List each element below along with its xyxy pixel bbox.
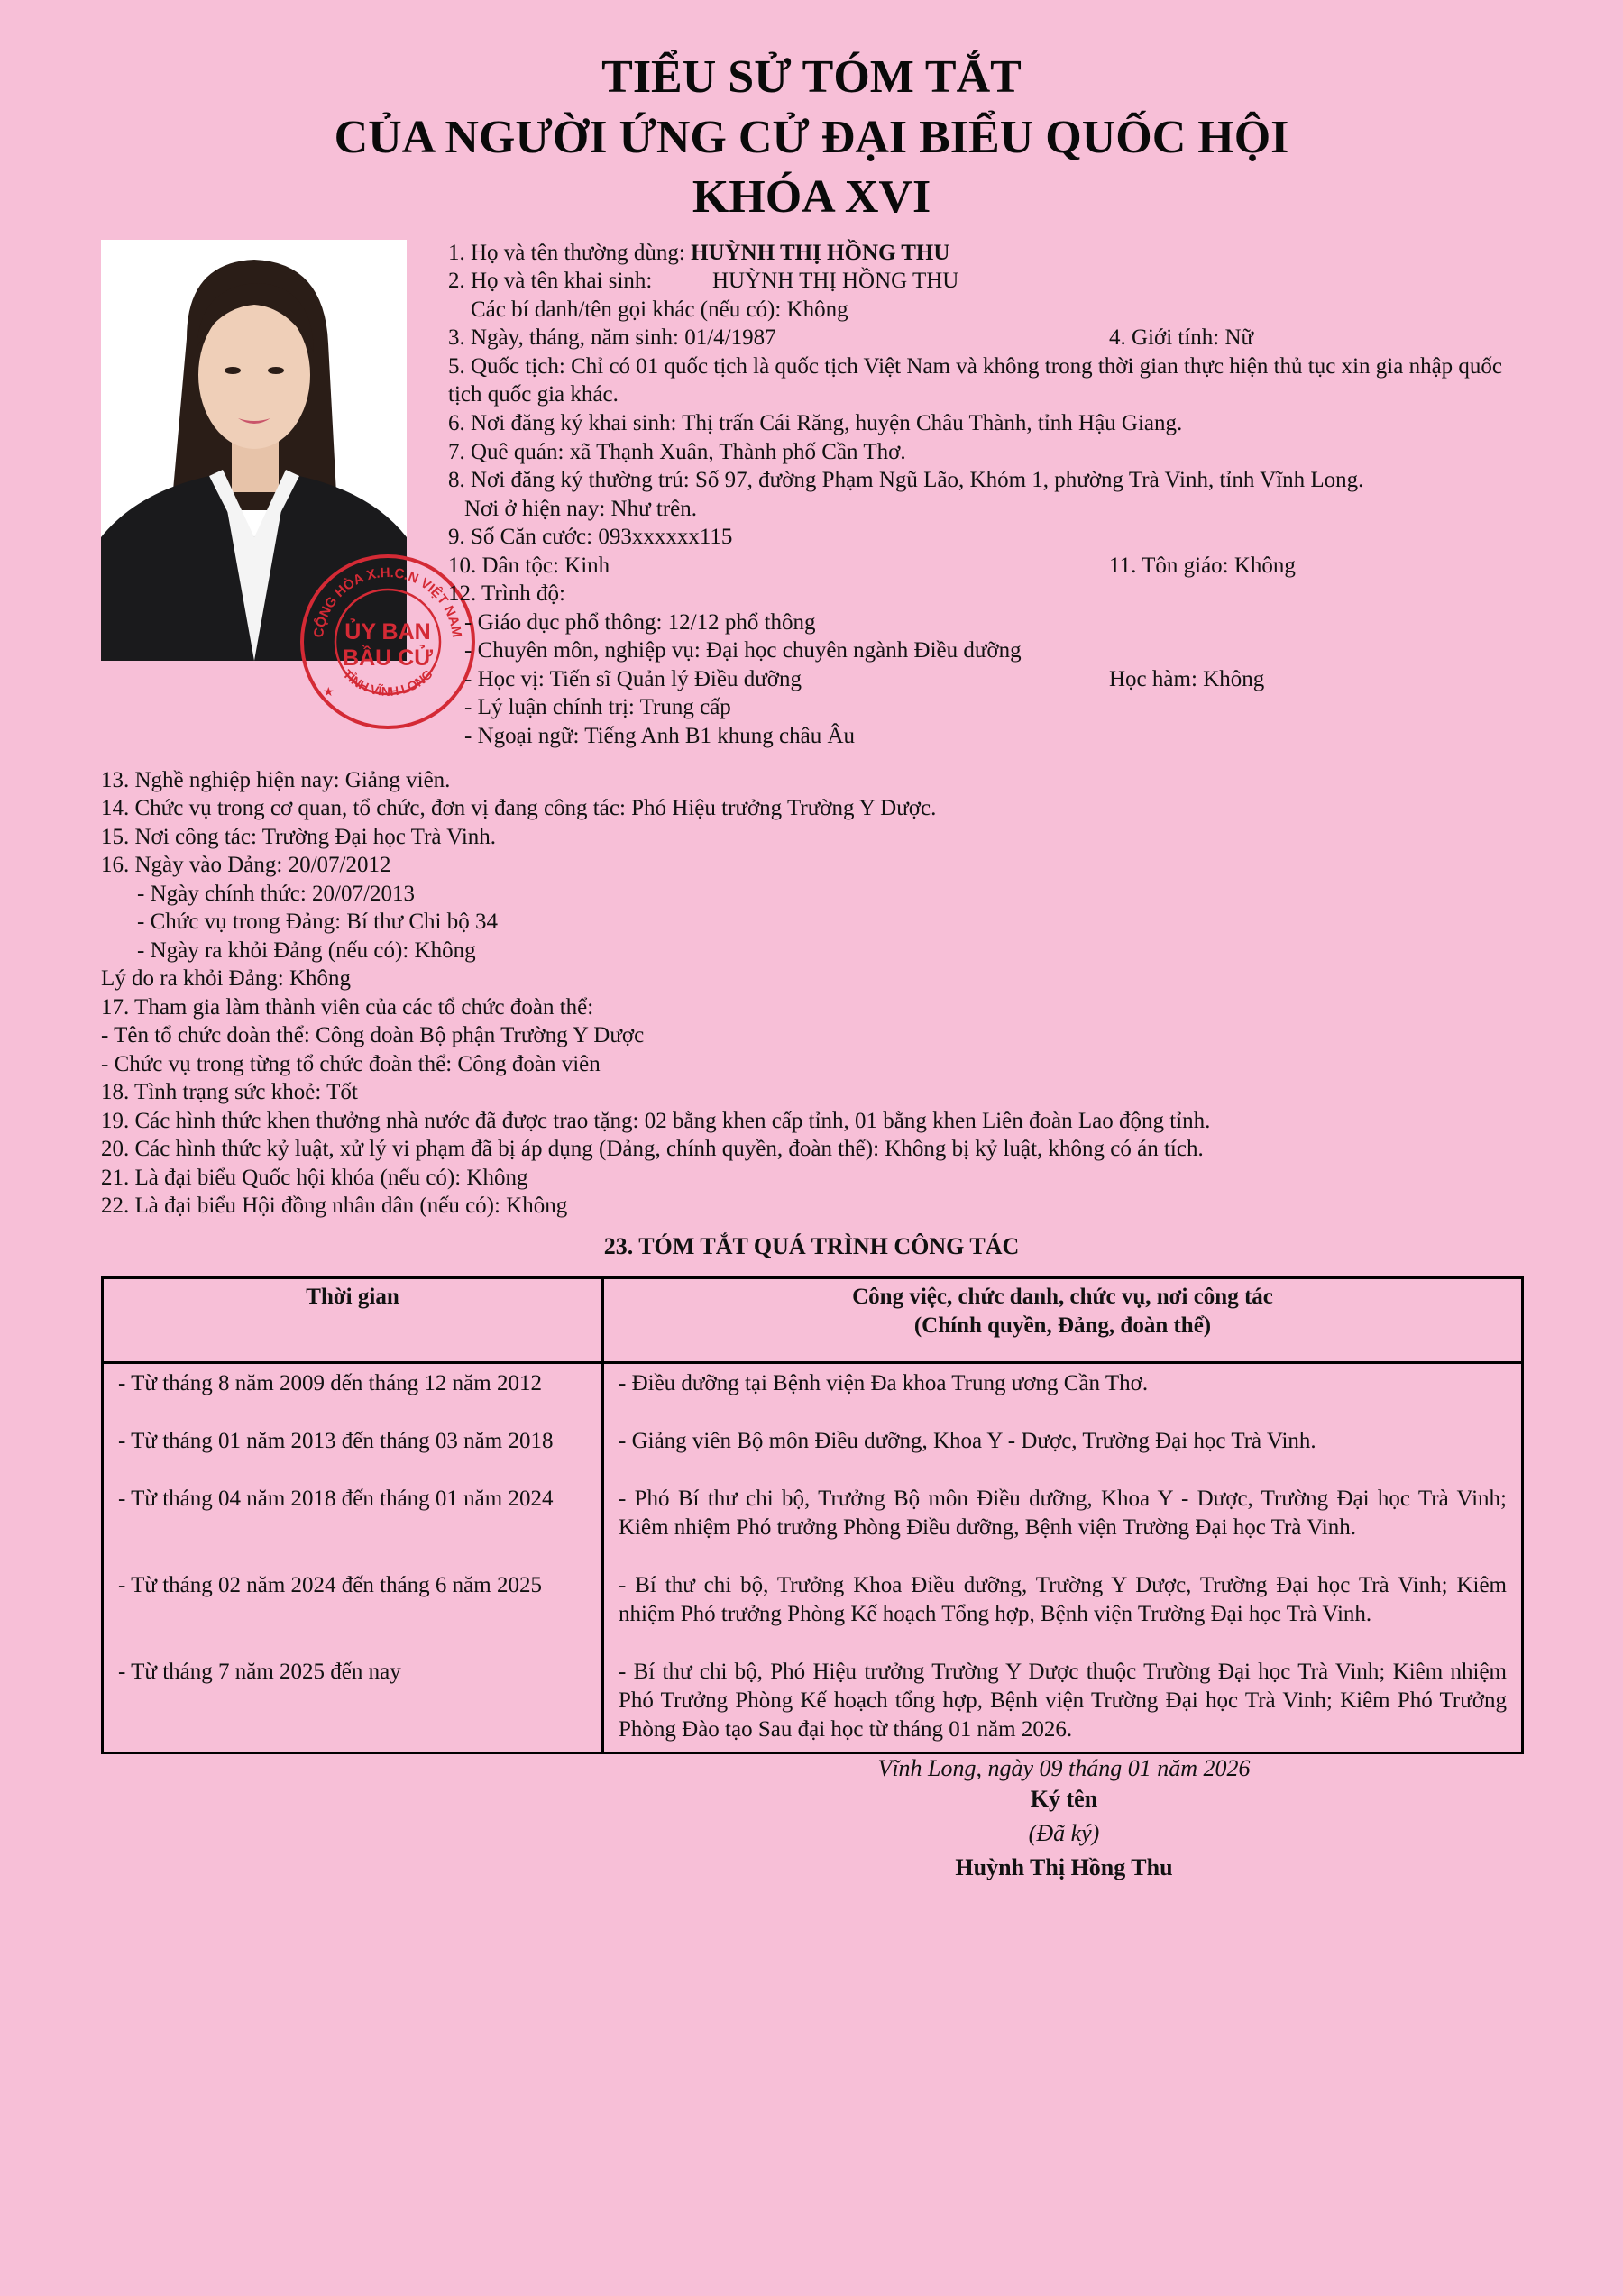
work-desc-3: - Phó Bí thư chi bộ, Trưởng Bộ môn Điều dưỡng, Khoa Y - Dược, Trường Đại học Trà Vinh; Kiêm nhiệm Phó trưởng Phòng Điều dưỡng, Bệnh viện Trường Đại học Trà Vinh. <box>619 1486 1507 1540</box>
title-line-1: TIỂU SỬ TÓM TẮT <box>601 51 1022 103</box>
field-common-name: 1. Họ và tên thường dùng: HUỲNH THỊ HỒNG THU <box>448 241 950 265</box>
svg-text:TỈNH VĨNH LONG <box>340 666 435 699</box>
stamp-ring-text: CỘNG HÒA X.H.C.N VIỆT NAM <box>311 564 465 639</box>
field-health: 18. Tình trạng sức khoẻ: Tốt <box>101 1080 358 1104</box>
work-history-heading: 23. TÓM TẮT QUÁ TRÌNH CÔNG TÁC <box>603 1233 1020 1259</box>
work-time-5: - Từ tháng 7 năm 2025 đến nay <box>118 1660 401 1684</box>
work-desc-5: - Bí thư chi bộ, Phó Hiệu trưởng Trường Y Dược thuộc Trường Đại học Trà Vinh; Kiêm nhiệm Phó Trưởng Phòng Kế hoạch tổng hợp, Bệnh viện Trường Đại học Trà Vinh; Kiêm Phó Trưởng Phòng Đào tạo Sau đại học từ tháng 01 năm 2026. <box>619 1660 1507 1742</box>
stamp-center-line-2: BẦU CỬ <box>343 645 433 671</box>
field-occupation: 13. Nghề nghiệp hiện nay: Giảng viên. <box>101 768 451 792</box>
field-position: 14. Chức vụ trong cơ quan, tổ chức, đơn vị đang công tác: Phó Hiệu trưởng Trường Y Dược. <box>101 796 937 820</box>
field-organization-role: - Chức vụ trong từng tổ chức đoàn thể: Công đoàn viên <box>101 1052 601 1076</box>
field-organization-name: - Tên tổ chức đoàn thể: Công đoàn Bộ phận Trường Y Dược <box>101 1023 645 1047</box>
field-awards: 19. Các hình thức khen thưởng nhà nước đã được trao tặng: 02 bằng khen cấp tỉnh, 01 bằng khen Liên đoàn Lao động tỉnh. <box>101 1109 1211 1133</box>
field-birth-name-value: HUỲNH THỊ HỒNG THU <box>712 269 959 293</box>
table-row <box>103 1363 1523 1753</box>
field-party-official-date: - Ngày chính thức: 20/07/2013 <box>137 882 415 906</box>
table-header-row <box>103 1278 1523 1363</box>
field-current-address: Nơi ở hiện nay: Như trên. <box>464 497 697 521</box>
field-party-join-date: 16. Ngày vào Đảng: 20/07/2012 <box>101 853 391 877</box>
field-peoples-council: 22. Là đại biểu Hội đồng nhân dân (nếu có): Không <box>101 1194 568 1218</box>
col-description-header-line1: Công việc, chức danh, chức vụ, nơi công tác <box>852 1285 1273 1309</box>
work-desc-2: - Giảng viên Bộ môn Điều dưỡng, Khoa Y - Dược, Trường Đại học Trà Vinh. <box>619 1429 1316 1453</box>
field-national-assembly: 21. Là đại biểu Quốc hội khóa (nếu có): Không <box>101 1166 528 1190</box>
work-desc-1: - Điều dưỡng tại Bệnh viện Đa khoa Trung ương Cần Thơ. <box>619 1371 1149 1395</box>
field-degree: - Học vị: Tiến sĩ Quản lý Điều dưỡng <box>464 667 802 691</box>
title-line-2: CỦA NGƯỜI ỨNG CỬ ĐẠI BIỂU QUỐC HỘI <box>334 112 1289 163</box>
field-party-leave-reason: Lý do ra khỏi Đảng: Không <box>101 966 352 991</box>
field-workplace: 15. Nơi công tác: Trường Đại học Trà Vinh. <box>101 825 497 849</box>
field-political-theory: - Lý luận chính trị: Trung cấp <box>464 695 731 719</box>
work-time-2: - Từ tháng 01 năm 2013 đến tháng 03 năm 2018 <box>118 1429 554 1453</box>
field-general-education: - Giáo dục phổ thông: 12/12 phổ thông <box>464 610 816 635</box>
signature-name: Huỳnh Thị Hồng Thu <box>955 1854 1173 1880</box>
star-icon: ★ <box>323 685 335 700</box>
field-education: 12. Trình độ: <box>448 581 565 606</box>
field-discipline: 20. Các hình thức kỷ luật, xử lý vi phạm đã bị áp dụng (Đảng, chính quyền, đoàn thể): Không bị kỷ luật, không có án tích. <box>101 1137 1204 1161</box>
col-description-header <box>603 1278 1523 1363</box>
field-foreign-language: - Ngoại ngữ: Tiếng Anh B1 khung châu Âu <box>464 724 855 748</box>
field-religion: 11. Tôn giáo: Không <box>1109 553 1296 578</box>
field-id-number: 9. Số Căn cước: 093xxxxxx115 <box>448 525 733 549</box>
field-birthdate: 3. Ngày, tháng, năm sinh: 01/4/1987 <box>448 325 776 350</box>
field-aliases: Các bí danh/tên gọi khác (nếu có): Không <box>471 297 848 322</box>
work-descriptions-cell <box>603 1363 1523 1753</box>
field-party-leave-date: - Ngày ra khỏi Đảng (nếu có): Không <box>137 938 476 963</box>
work-history-table <box>101 1276 1524 1754</box>
col-time-header: Thời gian <box>103 1278 603 1363</box>
work-time-3: - Từ tháng 04 năm 2018 đến tháng 01 năm 2024 <box>118 1486 554 1511</box>
work-times-cell <box>103 1363 603 1753</box>
field-academic-title: Học hàm: Không <box>1109 667 1265 691</box>
field-birth-registration: 6. Nơi đăng ký khai sinh: Thị trấn Cái Răng, huyện Châu Thành, tỉnh Hậu Giang. <box>448 411 1183 435</box>
work-time-1: - Từ tháng 8 năm 2009 đến tháng 12 năm 2012 <box>118 1371 542 1395</box>
work-time-4: - Từ tháng 02 năm 2024 đến tháng 6 năm 2025 <box>118 1573 542 1597</box>
signature-signed: (Đã ký) <box>1028 1820 1100 1846</box>
signature-label: Ký tên <box>1030 1786 1098 1812</box>
title-line-3: KHÓA XVI <box>692 171 931 223</box>
work-desc-4: - Bí thư chi bộ, Trưởng Khoa Điều dưỡng, Trường Y Dược, Trường Đại học Trà Vinh; Kiêm nhiệm Phó trưởng Phòng Kế hoạch Tổng hợp, Bệnh viện Trường Đại học Trà Vinh. <box>619 1573 1507 1626</box>
field-party-position: - Chức vụ trong Đảng: Bí thư Chi bộ 34 <box>137 910 498 934</box>
signature-place-date: Vĩnh Long, ngày 09 tháng 01 năm 2026 <box>877 1755 1251 1781</box>
field-gender: 4. Giới tính: Nữ <box>1109 325 1254 350</box>
field-organizations: 17. Tham gia làm thành viên của các tổ chức đoàn thể: <box>101 995 594 1020</box>
field-ethnicity: 10. Dân tộc: Kinh <box>448 553 610 578</box>
stamp-bottom-text: TỈNH VĨNH LONG <box>340 666 436 700</box>
field-hometown: 7. Quê quán: xã Thạnh Xuân, Thành phố Cần Thơ. <box>448 440 906 464</box>
field-nationality: 5. Quốc tịch: Chỉ có 01 quốc tịch là quốc tịch Việt Nam và không trong thời gian thực hiện thủ tục xin gia nhập quốc tịch quốc gia khác. <box>448 354 1503 407</box>
field-specialty: - Chuyên môn, nghiệp vụ: Đại học chuyên ngành Điều dưỡng <box>464 638 1022 663</box>
field-permanent-address: 8. Nơi đăng ký thường trú: Số 97, đường Phạm Ngũ Lão, Khóm 1, phường Trà Vinh, tỉnh Vĩnh Long. <box>448 468 1364 492</box>
col-description-header-line2: (Chính quyền, Đảng, đoàn thể) <box>913 1313 1212 1338</box>
stamp-center-line-1: ỦY BAN <box>344 619 431 645</box>
field-birth-name-label: 2. Họ và tên khai sinh: <box>448 269 653 293</box>
